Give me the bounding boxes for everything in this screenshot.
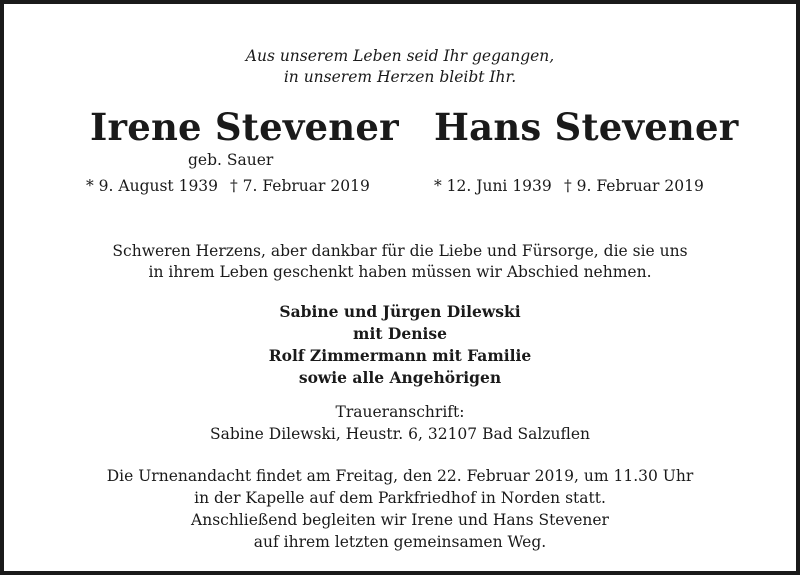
service-line-4: auf ihrem letzten gemeinsamen Weg.: [253, 533, 547, 551]
deceased-name-irene: Irene Stevener: [90, 105, 399, 149]
address-label: Traueranschrift:: [335, 403, 465, 421]
service-line-2: in der Kapelle auf dem Parkfriedhof in Norden statt.: [194, 489, 606, 507]
deceased-name-hans: Hans Stevener: [434, 105, 739, 149]
irene-birth-date: * 9. August 1939: [86, 177, 219, 195]
service-line-3: Anschließend begleiten wir Irene und Hans Stevener: [191, 511, 609, 529]
message-line-2: in ihrem Leben geschenkt haben müssen wir Abschied nehmen.: [148, 263, 652, 281]
message-line-1: Schweren Herzens, aber dankbar für die Liebe und Fürsorge, die sie uns: [112, 242, 688, 260]
mourner-line-3: Rolf Zimmermann mit Familie: [268, 346, 532, 365]
motto-line-1: Aus unserem Leben seid Ihr gegangen,: [245, 47, 555, 65]
service-line-1: Die Urnenandacht findet am Freitag, den 22. Februar 2019, um 11.30 Uhr: [106, 467, 694, 485]
hans-death-date: † 9. Februar 2019: [564, 177, 704, 195]
mourner-line-1: Sabine und Jürgen Dilewski: [279, 302, 521, 321]
irene-death-date: † 7. Februar 2019: [230, 177, 370, 195]
address-value: Sabine Dilewski, Heustr. 6, 32107 Bad Salzuflen: [209, 425, 591, 443]
mourner-line-2: mit Denise: [353, 324, 447, 343]
maiden-name: geb. Sauer: [188, 151, 274, 169]
mourner-line-4: sowie alle Angehörigen: [298, 368, 502, 387]
motto-line-2: in unserem Herzen bleibt Ihr.: [283, 68, 517, 86]
hans-birth-date: * 12. Juni 1939: [434, 177, 552, 195]
